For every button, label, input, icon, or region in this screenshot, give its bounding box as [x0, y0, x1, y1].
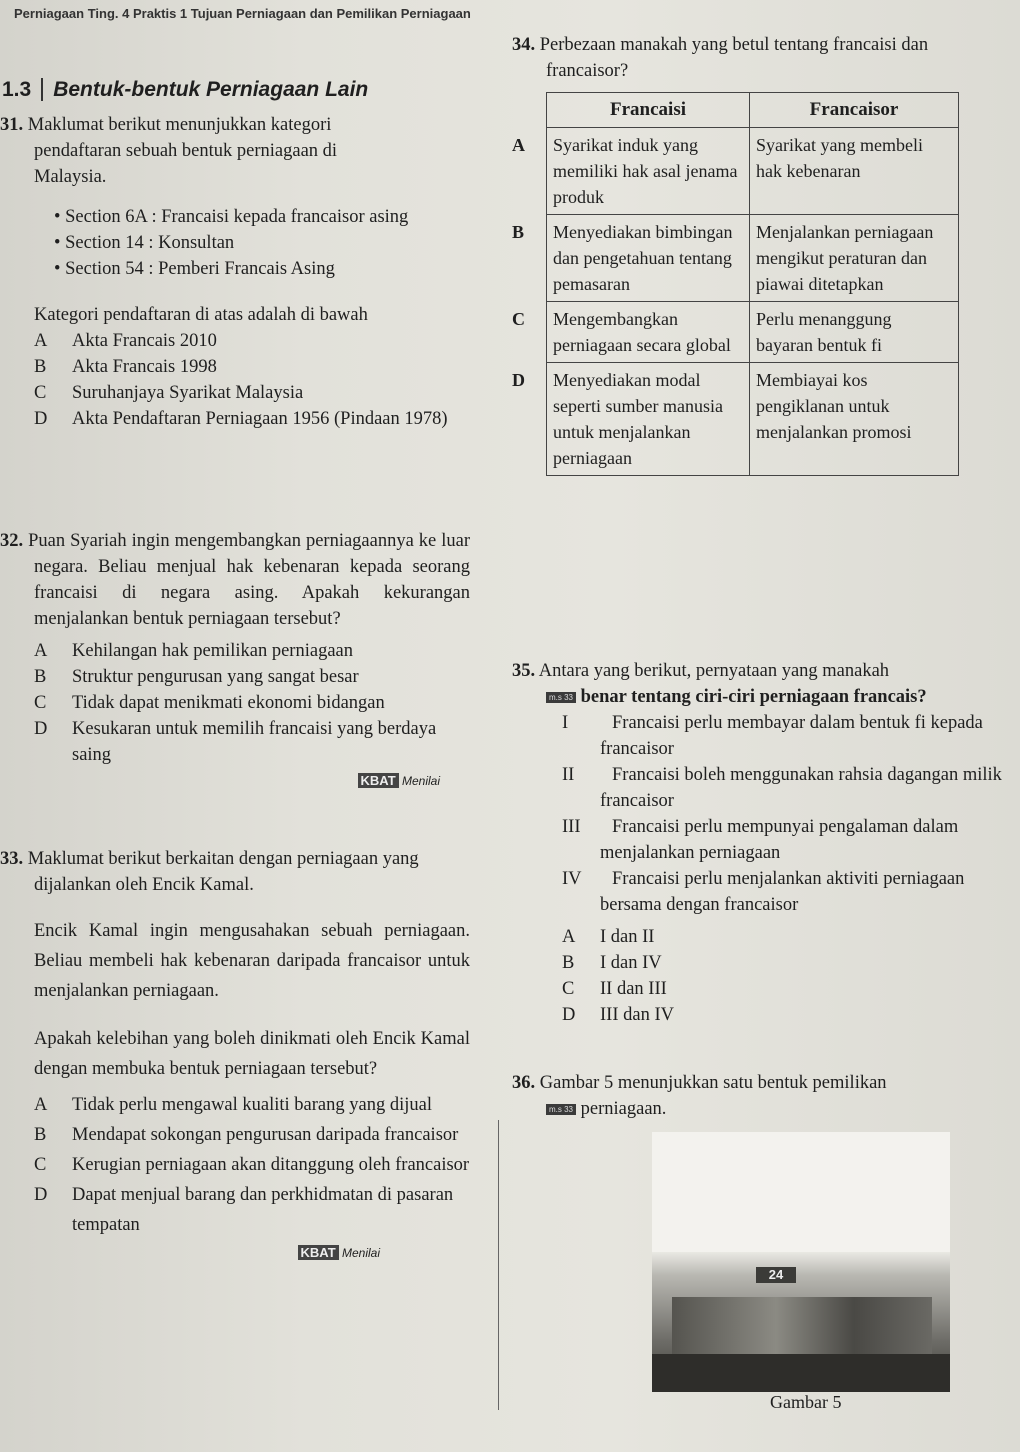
q31-bullet: • Section 6A : Francaisi kepada francaisor asing: [54, 207, 409, 227]
q31-stem-line3: Malaysia.: [34, 167, 107, 187]
q33-number: 33.: [0, 849, 24, 869]
column-divider: [498, 1120, 499, 1410]
q33-option-c[interactable]: C Kerugian perniagaan akan ditanggung oleh francaisor: [34, 1155, 470, 1175]
q32-option-d[interactable]: D Kesukaran untuk memilih francaisi yang berdaya saing: [34, 719, 437, 765]
header-title: Perniagaan Ting. 4 Praktis 1 Tujuan Perniagaan dan Pemilikan Perniagaan: [14, 6, 471, 21]
q31-stem-line1: Maklumat berikut menunjukkan kategori: [27, 115, 332, 135]
q36-stem-line1: Gambar 5 menunjukkan satu bentuk pemilikan: [539, 1073, 887, 1093]
section-title: Bentuk-bentuk Perniagaan Lain: [53, 78, 369, 101]
canopy: [652, 1132, 950, 1252]
q35-stem-line1: Antara yang berikut, pernyataan yang manakah: [538, 661, 890, 681]
q31-option-c[interactable]: C Suruhanjaya Syarikat Malaysia: [34, 383, 304, 403]
q32-option-a[interactable]: A Kehilangan hak pemilikan perniagaan: [34, 641, 353, 661]
q35-number: 35.: [512, 661, 536, 681]
marks-badge: m.s 33: [546, 1104, 576, 1115]
q35-option-a[interactable]: A I dan II: [562, 927, 655, 947]
q35-item-ii: II Francaisi boleh menggunakan rahsia dagangan milik francaisor: [562, 765, 1002, 811]
question-33: [0, 846, 470, 1266]
q31-option-d[interactable]: D Akta Pendaftaran Perniagaan 1956 (Pindaan 1978): [34, 409, 448, 429]
question-31: [0, 112, 470, 432]
q33-prompt: Apakah kelebihan yang boleh dinikmati oleh Encik Kamal dengan membuka bentuk perniagaan tersebut?: [34, 1029, 470, 1079]
q32-option-b[interactable]: B Struktur pengurusan yang sangat besar: [34, 667, 359, 687]
storefront-photo: [652, 1132, 950, 1392]
q31-prompt: Kategori pendaftaran di atas adalah di bawah: [34, 305, 368, 325]
q31-bullet: • Section 14 : Konsultan: [54, 233, 235, 253]
q33-option-a[interactable]: A Tidak perlu mengawal kualiti barang yang dijual: [34, 1095, 432, 1115]
q35-item-i: I Francaisi perlu membayar dalam bentuk fi kepada francaisor: [562, 713, 983, 759]
table-row-b[interactable]: B Menyediakan bimbingan dan pengetahuan tentang pemasaran Menjalankan perniagaan mengikut peraturan dan piawai ditetapkan: [512, 215, 959, 302]
q32-number: 32.: [0, 531, 24, 551]
q31-number: 31.: [0, 115, 24, 135]
table-row-c[interactable]: C Mengembangkan perniagaan secara global Perlu menanggung bayaran bentuk fi: [512, 302, 959, 363]
q31-stem-line2: pendaftaran sebuah bentuk perniagaan di: [34, 141, 338, 161]
question-36: [512, 1070, 1012, 1122]
section-number: 1.3: [2, 78, 43, 101]
q36-number: 36.: [512, 1073, 536, 1093]
q35-option-d[interactable]: D III dan IV: [562, 1005, 674, 1025]
q32-stem: Puan Syariah ingin mengembangkan perniagaannya ke luar negara. Beliau menjual hak kebenaran kepada seorang francaisi di negara asing. Apakah kekurangan menjalankan bentuk perniagaan tersebut?: [28, 531, 470, 629]
q36-stem-line2: perniagaan.: [580, 1099, 667, 1119]
shadow-floor: [652, 1354, 950, 1392]
q35-option-b[interactable]: B I dan IV: [562, 953, 662, 973]
question-32: [0, 528, 470, 794]
q33-option-b[interactable]: B Mendapat sokongan pengurusan daripada francaisor: [34, 1125, 459, 1145]
q35-item-iii: III Francaisi perlu mempunyai pengalaman dalam menjalankan perniagaan: [562, 817, 959, 863]
store-sign: 24: [756, 1267, 796, 1283]
q33-info: Encik Kamal ingin mengusahakan sebuah perniagaan. Beliau membeli hak kebenaran daripada francaisor untuk menjalankan perniagaan.: [34, 921, 470, 1001]
photo-caption: Gambar 5: [770, 1392, 842, 1412]
q35-item-iv: IV Francaisi perlu menjalankan aktiviti perniagaan bersama dengan francaisor: [562, 869, 965, 915]
q35-option-c[interactable]: C II dan III: [562, 979, 667, 999]
table-row-d[interactable]: D Menyediakan modal seperti sumber manusia untuk menjalankan perniagaan Membiayai kos pengiklanan untuk menjalankan promosi: [512, 363, 959, 476]
page-header: [0, 6, 471, 21]
q35-stem-line2: benar tentang ciri-ciri perniagaan francais?: [580, 687, 927, 707]
q33-stem: Maklumat berikut berkaitan dengan perniagaan yang dijalankan oleh Encik Kamal.: [27, 849, 419, 895]
marks-badge: m.s 33: [546, 692, 576, 703]
question-35: [512, 658, 1012, 1028]
q34-number: 34.: [512, 35, 536, 55]
franchise-comparison-table: [512, 92, 959, 476]
table-header-francaisi: Francaisi: [547, 93, 750, 128]
table-row-a[interactable]: A Syarikat induk yang memiliki hak asal jenama produk Syarikat yang membeli hak kebenaran: [512, 128, 959, 215]
q31-option-b[interactable]: B Akta Francais 1998: [34, 357, 217, 377]
q31-option-a[interactable]: A Akta Francais 2010: [34, 331, 217, 351]
q32-option-c[interactable]: C Tidak dapat menikmati ekonomi bidangan: [34, 693, 385, 713]
table-header-francaisor: Francaisor: [750, 93, 959, 128]
q34-stem: Perbezaan manakah yang betul tentang francaisi dan francaisor?: [539, 35, 929, 81]
question-34: [512, 32, 1012, 476]
q32-kbat-tag: KBAT Menilai: [0, 768, 470, 794]
q33-kbat-tag: KBAT Menilai: [0, 1240, 470, 1266]
q33-option-d[interactable]: D Dapat menjual barang dan perkhidmatan di pasaran tempatan: [34, 1185, 454, 1235]
section-heading: [2, 78, 368, 102]
q31-bullet: • Section 54 : Pemberi Francais Asing: [54, 259, 335, 279]
